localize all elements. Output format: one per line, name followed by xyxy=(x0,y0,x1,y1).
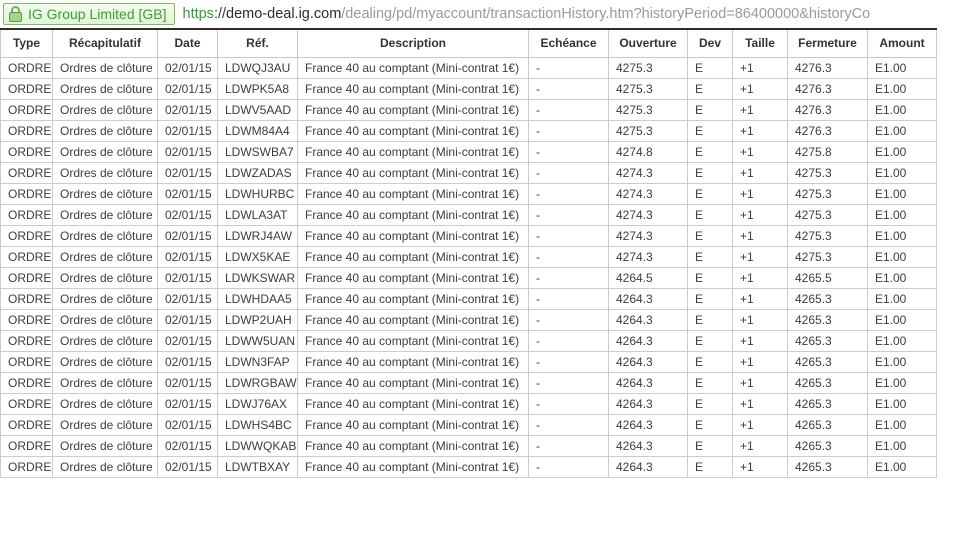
column-header-recapitulatif: Récapitulatif xyxy=(53,29,158,57)
cell-amount: E1.00 xyxy=(868,351,937,372)
cell-dev: E xyxy=(688,351,733,372)
cell-date: 02/01/15 xyxy=(158,204,218,225)
cell-fermeture: 4276.3 xyxy=(788,78,868,99)
table-row xyxy=(1,141,937,162)
cell-fermeture: 4265.3 xyxy=(788,393,868,414)
cell-echeance: - xyxy=(529,288,609,309)
cell-type: ORDRE xyxy=(1,162,53,183)
table-row xyxy=(1,456,937,477)
cell-type: ORDRE xyxy=(1,414,53,435)
cell-ref: LDWV5AAD xyxy=(218,99,298,120)
cell-fermeture: 4265.3 xyxy=(788,414,868,435)
cell-date: 02/01/15 xyxy=(158,141,218,162)
cell-description: France 40 au comptant (Mini-contrat 1€) xyxy=(298,267,529,288)
cell-type: ORDRE xyxy=(1,351,53,372)
cell-ouverture: 4274.3 xyxy=(609,183,688,204)
cell-taille: +1 xyxy=(733,141,788,162)
cell-date: 02/01/15 xyxy=(158,330,218,351)
column-header-dev: Dev xyxy=(688,29,733,57)
cell-date: 02/01/15 xyxy=(158,78,218,99)
url-host: demo-deal.ig.com xyxy=(226,6,342,22)
cell-type: ORDRE xyxy=(1,309,53,330)
cell-dev: E xyxy=(688,309,733,330)
cell-ouverture: 4264.3 xyxy=(609,456,688,477)
table-row xyxy=(1,99,937,120)
cell-type: ORDRE xyxy=(1,288,53,309)
table-row xyxy=(1,120,937,141)
cell-description: France 40 au comptant (Mini-contrat 1€) xyxy=(298,435,529,456)
cell-echeance: - xyxy=(529,414,609,435)
cell-taille: +1 xyxy=(733,435,788,456)
cell-taille: +1 xyxy=(733,57,788,78)
cell-type: ORDRE xyxy=(1,78,53,99)
cell-echeance: - xyxy=(529,78,609,99)
table-row xyxy=(1,414,937,435)
cell-ref: LDWRGBAW xyxy=(218,372,298,393)
cell-echeance: - xyxy=(529,372,609,393)
cell-type: ORDRE xyxy=(1,183,53,204)
cell-fermeture: 4275.3 xyxy=(788,225,868,246)
cell-amount: E1.00 xyxy=(868,57,937,78)
cell-recapitulatif: Ordres de clôture xyxy=(53,78,158,99)
cell-echeance: - xyxy=(529,330,609,351)
cell-ouverture: 4264.3 xyxy=(609,330,688,351)
cell-dev: E xyxy=(688,120,733,141)
cell-ref: LDWW5UAN xyxy=(218,330,298,351)
table-row xyxy=(1,351,937,372)
table-row xyxy=(1,372,937,393)
cell-ouverture: 4264.3 xyxy=(609,288,688,309)
cell-recapitulatif: Ordres de clôture xyxy=(53,225,158,246)
cell-taille: +1 xyxy=(733,99,788,120)
column-header-ref: Réf. xyxy=(218,29,298,57)
cell-fermeture: 4275.3 xyxy=(788,204,868,225)
cell-recapitulatif: Ordres de clôture xyxy=(53,372,158,393)
cell-date: 02/01/15 xyxy=(158,372,218,393)
cell-fermeture: 4265.3 xyxy=(788,456,868,477)
cell-fermeture: 4275.8 xyxy=(788,141,868,162)
cell-date: 02/01/15 xyxy=(158,99,218,120)
cell-amount: E1.00 xyxy=(868,435,937,456)
cell-ouverture: 4264.3 xyxy=(609,393,688,414)
cell-taille: +1 xyxy=(733,183,788,204)
cell-description: France 40 au comptant (Mini-contrat 1€) xyxy=(298,204,529,225)
cell-dev: E xyxy=(688,225,733,246)
cell-type: ORDRE xyxy=(1,57,53,78)
cell-amount: E1.00 xyxy=(868,225,937,246)
ev-certificate-badge[interactable] xyxy=(3,3,175,25)
cell-recapitulatif: Ordres de clôture xyxy=(53,162,158,183)
padlock-icon xyxy=(9,6,22,22)
cell-amount: E1.00 xyxy=(868,372,937,393)
cell-fermeture: 4265.3 xyxy=(788,372,868,393)
cell-taille: +1 xyxy=(733,309,788,330)
cell-ref: LDWM84A4 xyxy=(218,120,298,141)
table-row xyxy=(1,267,937,288)
cell-date: 02/01/15 xyxy=(158,309,218,330)
cell-ref: LDWN3FAP xyxy=(218,351,298,372)
cell-ouverture: 4264.3 xyxy=(609,435,688,456)
table-row xyxy=(1,309,937,330)
table-row xyxy=(1,435,937,456)
address-bar[interactable] xyxy=(0,0,960,28)
cell-ref: LDWJ76AX xyxy=(218,393,298,414)
cell-echeance: - xyxy=(529,309,609,330)
cell-fermeture: 4265.5 xyxy=(788,267,868,288)
cell-amount: E1.00 xyxy=(868,393,937,414)
cell-type: ORDRE xyxy=(1,225,53,246)
cell-date: 02/01/15 xyxy=(158,288,218,309)
cell-dev: E xyxy=(688,330,733,351)
cell-dev: E xyxy=(688,57,733,78)
column-header-description: Description xyxy=(298,29,529,57)
cell-description: France 40 au comptant (Mini-contrat 1€) xyxy=(298,99,529,120)
cell-taille: +1 xyxy=(733,267,788,288)
cell-dev: E xyxy=(688,414,733,435)
cell-type: ORDRE xyxy=(1,99,53,120)
cell-type: ORDRE xyxy=(1,372,53,393)
cell-date: 02/01/15 xyxy=(158,162,218,183)
cell-ouverture: 4274.8 xyxy=(609,141,688,162)
cell-type: ORDRE xyxy=(1,267,53,288)
cell-amount: E1.00 xyxy=(868,120,937,141)
cell-ouverture: 4274.3 xyxy=(609,225,688,246)
cell-ref: LDWHDAA5 xyxy=(218,288,298,309)
cell-ouverture: 4264.3 xyxy=(609,414,688,435)
cell-fermeture: 4275.3 xyxy=(788,183,868,204)
cell-description: France 40 au comptant (Mini-contrat 1€) xyxy=(298,162,529,183)
cell-ref: LDWX5KAE xyxy=(218,246,298,267)
cell-ouverture: 4274.3 xyxy=(609,246,688,267)
cell-dev: E xyxy=(688,246,733,267)
cell-type: ORDRE xyxy=(1,393,53,414)
cell-taille: +1 xyxy=(733,246,788,267)
cell-recapitulatif: Ordres de clôture xyxy=(53,120,158,141)
table-row xyxy=(1,78,937,99)
cell-ref: LDWWQKAB xyxy=(218,435,298,456)
url-separator: :// xyxy=(213,6,227,22)
cell-ref: LDWQJ3AU xyxy=(218,57,298,78)
cell-ouverture: 4275.3 xyxy=(609,99,688,120)
table-row xyxy=(1,57,937,78)
cell-recapitulatif: Ordres de clôture xyxy=(53,393,158,414)
cell-ouverture: 4274.3 xyxy=(609,204,688,225)
cell-dev: E xyxy=(688,141,733,162)
cell-recapitulatif: Ordres de clôture xyxy=(53,204,158,225)
cell-description: France 40 au comptant (Mini-contrat 1€) xyxy=(298,183,529,204)
table-body xyxy=(1,57,937,477)
cell-amount: E1.00 xyxy=(868,330,937,351)
cell-dev: E xyxy=(688,393,733,414)
cell-fermeture: 4276.3 xyxy=(788,120,868,141)
cell-type: ORDRE xyxy=(1,456,53,477)
cell-type: ORDRE xyxy=(1,141,53,162)
ev-badge-label: IG Group Limited [GB] xyxy=(28,6,167,22)
table-header-row xyxy=(1,29,937,57)
cell-amount: E1.00 xyxy=(868,267,937,288)
cell-ouverture: 4264.3 xyxy=(609,372,688,393)
cell-date: 02/01/15 xyxy=(158,225,218,246)
cell-recapitulatif: Ordres de clôture xyxy=(53,309,158,330)
cell-fermeture: 4265.3 xyxy=(788,435,868,456)
cell-fermeture: 4275.3 xyxy=(788,246,868,267)
cell-type: ORDRE xyxy=(1,246,53,267)
cell-dev: E xyxy=(688,372,733,393)
cell-ref: LDWHURBC xyxy=(218,183,298,204)
cell-amount: E1.00 xyxy=(868,99,937,120)
cell-description: France 40 au comptant (Mini-contrat 1€) xyxy=(298,225,529,246)
cell-ref: LDWLA3AT xyxy=(218,204,298,225)
cell-echeance: - xyxy=(529,120,609,141)
cell-dev: E xyxy=(688,78,733,99)
url-text[interactable] xyxy=(183,6,871,22)
cell-echeance: - xyxy=(529,393,609,414)
cell-recapitulatif: Ordres de clôture xyxy=(53,288,158,309)
cell-taille: +1 xyxy=(733,288,788,309)
cell-fermeture: 4265.3 xyxy=(788,330,868,351)
cell-echeance: - xyxy=(529,141,609,162)
cell-dev: E xyxy=(688,162,733,183)
cell-description: France 40 au comptant (Mini-contrat 1€) xyxy=(298,246,529,267)
cell-fermeture: 4265.3 xyxy=(788,309,868,330)
cell-amount: E1.00 xyxy=(868,141,937,162)
cell-dev: E xyxy=(688,99,733,120)
cell-echeance: - xyxy=(529,162,609,183)
cell-type: ORDRE xyxy=(1,330,53,351)
cell-description: France 40 au comptant (Mini-contrat 1€) xyxy=(298,78,529,99)
cell-recapitulatif: Ordres de clôture xyxy=(53,456,158,477)
cell-echeance: - xyxy=(529,456,609,477)
cell-taille: +1 xyxy=(733,414,788,435)
cell-fermeture: 4276.3 xyxy=(788,99,868,120)
cell-description: France 40 au comptant (Mini-contrat 1€) xyxy=(298,57,529,78)
transaction-history-table xyxy=(0,28,937,478)
cell-taille: +1 xyxy=(733,225,788,246)
cell-ref: LDWRJ4AW xyxy=(218,225,298,246)
cell-taille: +1 xyxy=(733,372,788,393)
cell-dev: E xyxy=(688,183,733,204)
column-header-date: Date xyxy=(158,29,218,57)
table-row xyxy=(1,183,937,204)
cell-fermeture: 4265.3 xyxy=(788,288,868,309)
cell-echeance: - xyxy=(529,267,609,288)
cell-dev: E xyxy=(688,204,733,225)
cell-description: France 40 au comptant (Mini-contrat 1€) xyxy=(298,456,529,477)
cell-dev: E xyxy=(688,456,733,477)
cell-ref: LDWHS4BC xyxy=(218,414,298,435)
cell-ouverture: 4275.3 xyxy=(609,78,688,99)
cell-ouverture: 4264.3 xyxy=(609,309,688,330)
cell-date: 02/01/15 xyxy=(158,414,218,435)
table-row xyxy=(1,204,937,225)
cell-taille: +1 xyxy=(733,456,788,477)
cell-ref: LDWPK5A8 xyxy=(218,78,298,99)
cell-recapitulatif: Ordres de clôture xyxy=(53,99,158,120)
cell-recapitulatif: Ordres de clôture xyxy=(53,246,158,267)
cell-ouverture: 4275.3 xyxy=(609,57,688,78)
cell-recapitulatif: Ordres de clôture xyxy=(53,267,158,288)
cell-date: 02/01/15 xyxy=(158,351,218,372)
cell-echeance: - xyxy=(529,204,609,225)
table-row xyxy=(1,225,937,246)
url-path: /dealing/pd/myaccount/transactionHistory.htm?historyPeriod=86400000&historyCo xyxy=(341,6,871,22)
cell-echeance: - xyxy=(529,246,609,267)
cell-echeance: - xyxy=(529,435,609,456)
cell-amount: E1.00 xyxy=(868,288,937,309)
cell-recapitulatif: Ordres de clôture xyxy=(53,435,158,456)
column-header-type: Type xyxy=(1,29,53,57)
cell-echeance: - xyxy=(529,225,609,246)
cell-type: ORDRE xyxy=(1,435,53,456)
cell-amount: E1.00 xyxy=(868,162,937,183)
cell-ref: LDWZADAS xyxy=(218,162,298,183)
table-row xyxy=(1,288,937,309)
cell-description: France 40 au comptant (Mini-contrat 1€) xyxy=(298,393,529,414)
cell-echeance: - xyxy=(529,183,609,204)
cell-date: 02/01/15 xyxy=(158,267,218,288)
cell-ref: LDWTBXAY xyxy=(218,456,298,477)
cell-dev: E xyxy=(688,267,733,288)
cell-amount: E1.00 xyxy=(868,414,937,435)
cell-date: 02/01/15 xyxy=(158,183,218,204)
table-row xyxy=(1,246,937,267)
cell-ouverture: 4264.3 xyxy=(609,351,688,372)
cell-amount: E1.00 xyxy=(868,309,937,330)
cell-date: 02/01/15 xyxy=(158,393,218,414)
cell-date: 02/01/15 xyxy=(158,246,218,267)
cell-taille: +1 xyxy=(733,351,788,372)
column-header-ouverture: Ouverture xyxy=(609,29,688,57)
cell-description: France 40 au comptant (Mini-contrat 1€) xyxy=(298,414,529,435)
cell-ref: LDWSWBA7 xyxy=(218,141,298,162)
cell-description: France 40 au comptant (Mini-contrat 1€) xyxy=(298,372,529,393)
cell-amount: E1.00 xyxy=(868,78,937,99)
cell-dev: E xyxy=(688,435,733,456)
cell-ref: LDWKSWAR xyxy=(218,267,298,288)
cell-echeance: - xyxy=(529,99,609,120)
column-header-amount: Amount xyxy=(868,29,937,57)
table-row xyxy=(1,162,937,183)
cell-description: France 40 au comptant (Mini-contrat 1€) xyxy=(298,309,529,330)
cell-description: France 40 au comptant (Mini-contrat 1€) xyxy=(298,288,529,309)
cell-recapitulatif: Ordres de clôture xyxy=(53,351,158,372)
cell-taille: +1 xyxy=(733,330,788,351)
table-row xyxy=(1,393,937,414)
cell-fermeture: 4265.3 xyxy=(788,351,868,372)
column-header-echeance: Echéance xyxy=(529,29,609,57)
cell-type: ORDRE xyxy=(1,120,53,141)
cell-description: France 40 au comptant (Mini-contrat 1€) xyxy=(298,141,529,162)
cell-echeance: - xyxy=(529,351,609,372)
column-header-taille: Taille xyxy=(733,29,788,57)
cell-description: France 40 au comptant (Mini-contrat 1€) xyxy=(298,120,529,141)
cell-amount: E1.00 xyxy=(868,246,937,267)
cell-recapitulatif: Ordres de clôture xyxy=(53,414,158,435)
cell-ref: LDWP2UAH xyxy=(218,309,298,330)
cell-ouverture: 4274.3 xyxy=(609,162,688,183)
cell-recapitulatif: Ordres de clôture xyxy=(53,141,158,162)
cell-fermeture: 4276.3 xyxy=(788,57,868,78)
cell-taille: +1 xyxy=(733,120,788,141)
cell-taille: +1 xyxy=(733,204,788,225)
column-header-fermeture: Fermeture xyxy=(788,29,868,57)
table-row xyxy=(1,330,937,351)
cell-fermeture: 4275.3 xyxy=(788,162,868,183)
cell-recapitulatif: Ordres de clôture xyxy=(53,330,158,351)
cell-amount: E1.00 xyxy=(868,204,937,225)
cell-echeance: - xyxy=(529,57,609,78)
cell-date: 02/01/15 xyxy=(158,435,218,456)
cell-recapitulatif: Ordres de clôture xyxy=(53,57,158,78)
cell-recapitulatif: Ordres de clôture xyxy=(53,183,158,204)
cell-ouverture: 4264.5 xyxy=(609,267,688,288)
cell-dev: E xyxy=(688,288,733,309)
cell-taille: +1 xyxy=(733,393,788,414)
cell-type: ORDRE xyxy=(1,204,53,225)
cell-taille: +1 xyxy=(733,78,788,99)
cell-date: 02/01/15 xyxy=(158,57,218,78)
cell-description: France 40 au comptant (Mini-contrat 1€) xyxy=(298,330,529,351)
cell-amount: E1.00 xyxy=(868,456,937,477)
cell-ouverture: 4275.3 xyxy=(609,120,688,141)
cell-amount: E1.00 xyxy=(868,183,937,204)
url-scheme: https xyxy=(182,6,214,22)
cell-date: 02/01/15 xyxy=(158,456,218,477)
cell-date: 02/01/15 xyxy=(158,120,218,141)
cell-taille: +1 xyxy=(733,162,788,183)
cell-description: France 40 au comptant (Mini-contrat 1€) xyxy=(298,351,529,372)
